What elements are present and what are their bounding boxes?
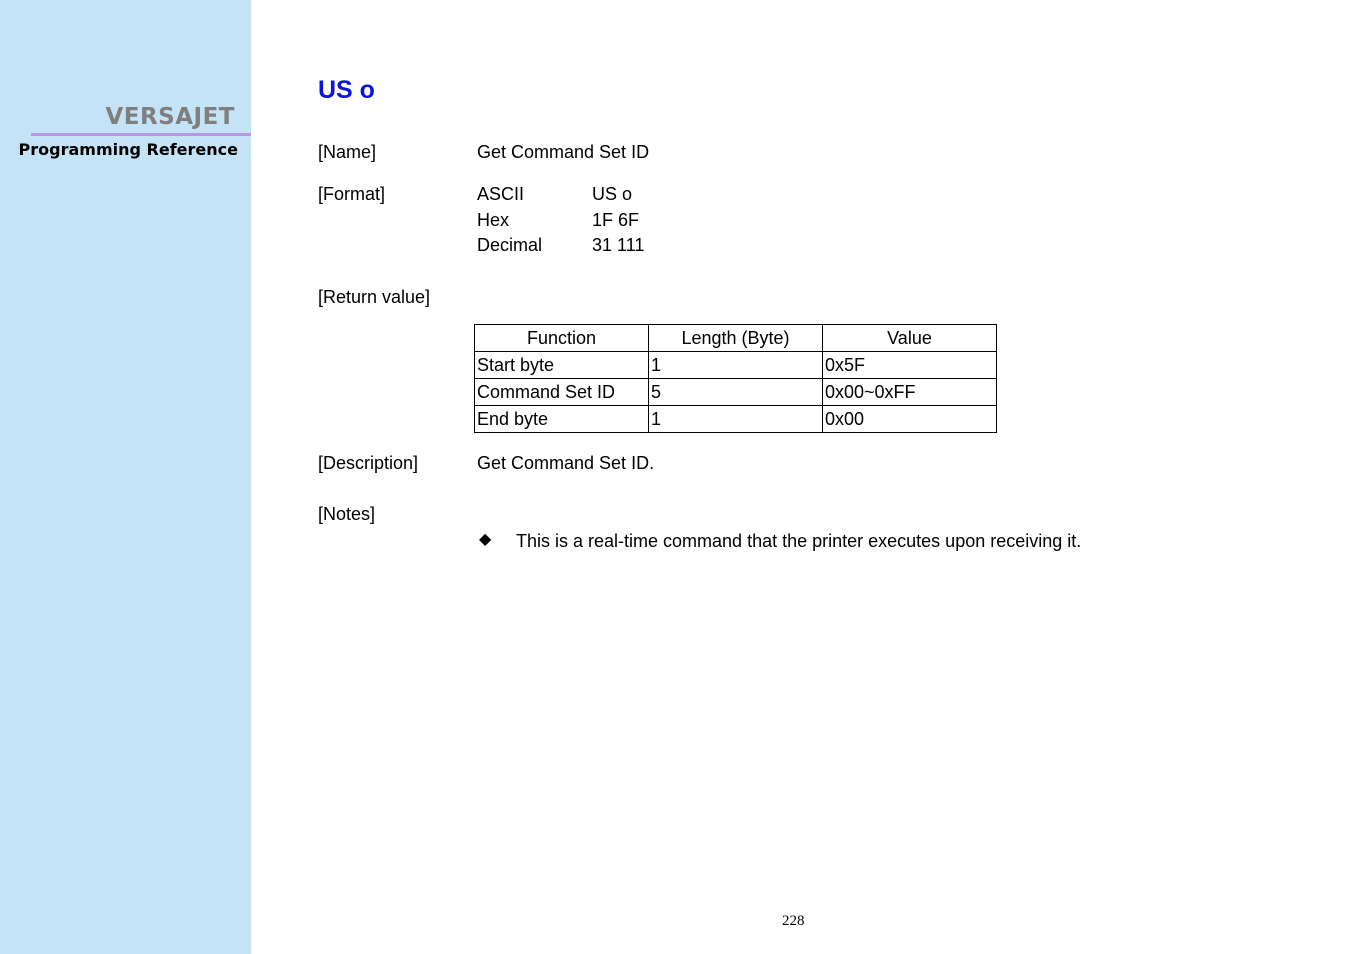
format-hex-kind: Hex bbox=[477, 210, 510, 230]
brand-divider bbox=[31, 133, 251, 136]
table-row bbox=[475, 379, 997, 406]
brand-subtitle: Programming Reference bbox=[18, 140, 238, 159]
page-number: 228 bbox=[782, 913, 805, 929]
table-header-row bbox=[475, 325, 997, 352]
brand-logo: VERSAJET bbox=[105, 104, 235, 130]
header-value: Value bbox=[823, 325, 997, 352]
name-value: Get Command Set ID bbox=[477, 142, 650, 162]
description-value: Get Command Set ID. bbox=[477, 453, 655, 473]
header-function: Function bbox=[475, 325, 649, 352]
cell-function: Command Set ID bbox=[475, 379, 649, 406]
table-row bbox=[475, 352, 997, 379]
description-label: [Description] bbox=[318, 453, 419, 473]
format-ascii-kind: ASCII bbox=[477, 184, 525, 204]
command-title: US o bbox=[318, 76, 375, 104]
notes-label: [Notes] bbox=[318, 504, 376, 524]
return-value-table bbox=[474, 324, 997, 433]
format-decimal-kind: Decimal bbox=[477, 235, 543, 255]
cell-value: 0x00 bbox=[823, 406, 997, 433]
format-hex-value: 1F 6F bbox=[592, 210, 640, 230]
note-item: This is a real-time command that the printer executes upon receiving it. bbox=[516, 531, 1082, 551]
cell-value: 0x5F bbox=[823, 352, 997, 379]
cell-length: 5 bbox=[649, 379, 823, 406]
cell-value: 0x00~0xFF bbox=[823, 379, 997, 406]
cell-function: End byte bbox=[475, 406, 649, 433]
format-ascii-value: US o bbox=[592, 184, 633, 204]
cell-length: 1 bbox=[649, 406, 823, 433]
table-row bbox=[475, 406, 997, 433]
header-length: Length (Byte) bbox=[649, 325, 823, 352]
diamond-bullet-icon: ◆ bbox=[479, 531, 492, 548]
sidebar bbox=[0, 0, 251, 954]
cell-length: 1 bbox=[649, 352, 823, 379]
cell-function: Start byte bbox=[475, 352, 649, 379]
format-decimal-value: 31 111 bbox=[592, 235, 645, 255]
format-label: [Format] bbox=[318, 184, 386, 204]
return-label: [Return value] bbox=[318, 287, 431, 307]
name-label: [Name] bbox=[318, 142, 377, 162]
